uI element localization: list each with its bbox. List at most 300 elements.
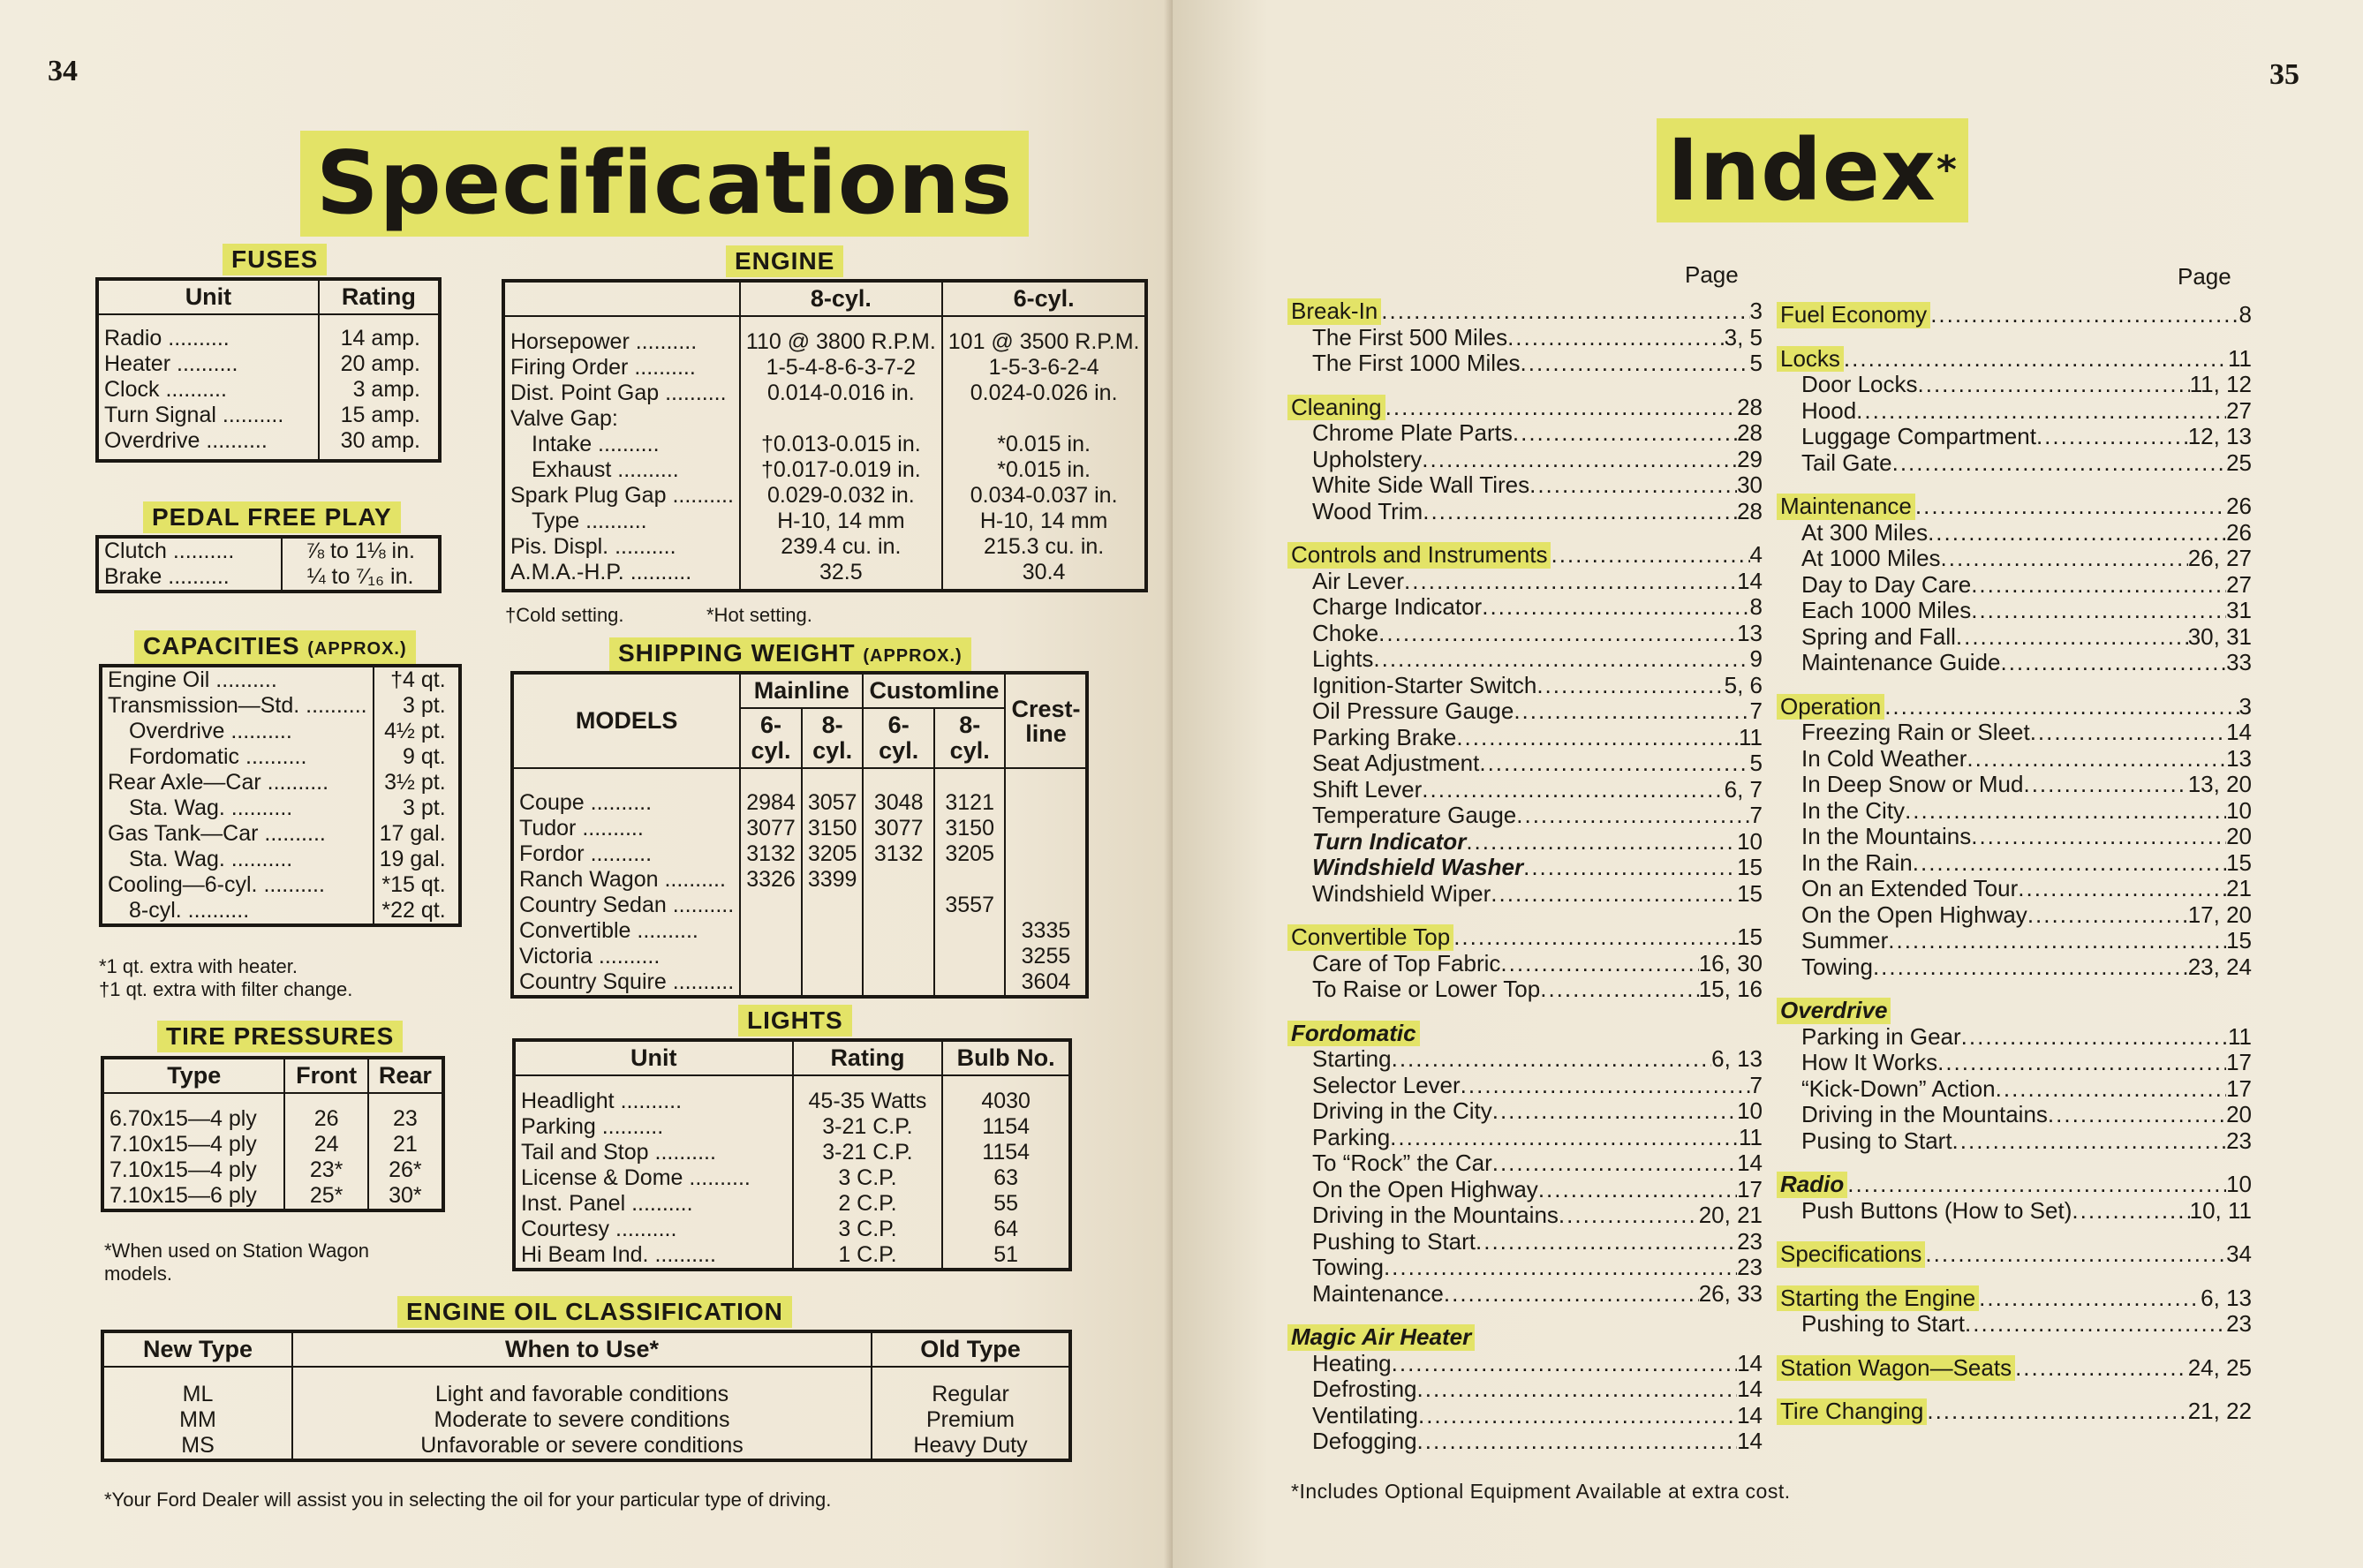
capacities-note-1: *1 qt. extra with heater. [99, 955, 298, 977]
index-page: 15, 16 [1698, 976, 1763, 1002]
weight-cell [934, 918, 1006, 944]
index-entry [1287, 673, 1763, 699]
leader-dots [1456, 725, 1739, 751]
shipping-heading: SHIPPING WEIGHT (APPROX.) [609, 637, 971, 672]
index-entry [1287, 594, 1763, 621]
value-8cyl: 32.5 [740, 560, 942, 585]
index-page: 29 [1737, 445, 1763, 472]
index-page: 5 [1749, 350, 1763, 376]
new-type: MS [102, 1433, 292, 1460]
leader-dots [1930, 302, 2238, 328]
leader-dots [1507, 325, 1725, 351]
index-entry [1287, 951, 1763, 977]
tires-col-rear: Rear [368, 1058, 443, 1093]
weight-cell [1005, 867, 1087, 893]
row-label [503, 560, 740, 585]
weight-cell: 3132 [740, 841, 802, 867]
table-row [97, 377, 440, 403]
index-page: 6, 13 [1711, 1045, 1763, 1072]
weight-cell: 3335 [1021, 918, 1071, 943]
bulb-cell: 1154 [982, 1114, 1031, 1139]
index-heading [1777, 1398, 2252, 1425]
lights-col-unit: Unit [514, 1040, 793, 1075]
index-entry [1287, 1429, 1763, 1455]
row-label-text: Radio [104, 326, 162, 351]
row-label-text: Dist. Point Gap [510, 381, 660, 405]
page-35 [1173, 0, 2363, 1568]
value-6cyl: *0.015 in. [997, 457, 1091, 482]
rating-cell: 3 C.P. [793, 1217, 943, 1242]
index-heading [1287, 924, 1763, 951]
lights-table [512, 1038, 1072, 1271]
index-entry [1287, 1177, 1763, 1203]
index-page: 13 [2226, 744, 2252, 772]
index-page: 23 [1737, 1254, 1763, 1280]
row-label-text: Transmission—Std. [108, 693, 300, 718]
value-8cyl: 110 @ 3800 R.P.M. [740, 329, 942, 355]
row-label-text: Heater [104, 351, 171, 376]
index-entry [1777, 572, 2252, 599]
row-label-text: Country Squire [519, 969, 667, 994]
index-label: Starting [1312, 1045, 1392, 1072]
index-label: Hood [1801, 396, 1857, 424]
value-cell: 9 qt. [403, 744, 446, 769]
row-label-text: License & Dome [521, 1165, 683, 1190]
table-row [503, 432, 1146, 457]
group-mainline: Mainline [740, 673, 863, 708]
index-label: “Kick-Down” Action [1801, 1074, 1996, 1102]
table-row [101, 719, 460, 744]
index-entry [1777, 598, 2252, 624]
table-row [101, 847, 460, 872]
weight-cell [863, 867, 934, 893]
table-row [503, 381, 1146, 406]
index-page: 15 [1737, 854, 1763, 880]
index-page: 6, 7 [1724, 775, 1763, 803]
weight-cell [863, 918, 934, 944]
index-entry [1777, 1024, 2252, 1051]
index-entry [1777, 1311, 2252, 1338]
index-column-1 [1287, 298, 1763, 1455]
leader-dots: .......... [224, 795, 293, 820]
index-heading [1777, 494, 2252, 520]
row-label-text: Overdrive [129, 719, 225, 743]
index-label: To Raise or Lower Top [1312, 976, 1541, 1002]
table-row [503, 457, 1146, 483]
leader-dots: .......... [658, 867, 726, 892]
index-label: Ventilating [1312, 1401, 1418, 1429]
leader-dots [1941, 546, 2188, 572]
leader-dots [1979, 1285, 2201, 1312]
index-page: 9 [1749, 645, 1763, 672]
leader-dots [1873, 954, 2188, 981]
oil-table [101, 1330, 1072, 1462]
leader-dots [1500, 951, 1698, 977]
index-label: At 1000 Miles [1801, 545, 1941, 571]
index-entry [1287, 1351, 1763, 1377]
leader-dots [1453, 924, 1737, 951]
index-label: How It Works [1801, 1049, 1938, 1075]
row-label-text: Victoria [519, 944, 593, 969]
page-col-label-1: Page [1685, 261, 1739, 288]
index-page: 28 [1737, 419, 1763, 446]
index-label: Parking Brake [1312, 723, 1457, 750]
rear-psi: 26* [389, 1157, 422, 1182]
weight-cell [802, 918, 864, 944]
table-row [512, 867, 1087, 893]
page-number: 34 [48, 55, 78, 87]
value-8cyl: H-10, 14 mm [740, 509, 942, 534]
leader-dots: .......... [609, 1217, 677, 1241]
index-page: 34 [2226, 1240, 2252, 1267]
table-row [101, 795, 460, 821]
index-label: Summer [1801, 927, 1889, 954]
index-page: 20 [2226, 1101, 2252, 1127]
leader-dots: .......... [625, 1191, 693, 1216]
leader-dots: .......... [614, 1089, 683, 1113]
rating-cell: 3 C.P. [793, 1165, 943, 1191]
table-row [503, 483, 1146, 509]
row-label-text: Inst. Panel [521, 1191, 626, 1216]
leader-dots [1918, 372, 2190, 398]
tires-heading: TIRE PRESSURES [157, 1021, 403, 1052]
table-row [503, 534, 1146, 560]
index-label: Break-In [1287, 298, 1381, 325]
row-label [101, 821, 374, 847]
index-heading [1777, 1285, 2252, 1312]
index-label: Towing [1801, 953, 1873, 980]
value-8cyl: †0.013-0.015 in. [740, 432, 942, 457]
value-cell: 4½ pt. [384, 719, 446, 743]
index-entry [1777, 1050, 2252, 1076]
row-label-text: Intake [532, 432, 593, 456]
index-label: Shift Lever [1312, 775, 1423, 803]
index-label: Locks [1777, 346, 1844, 373]
index-gap [1777, 328, 2252, 346]
leader-dots [1491, 881, 1737, 908]
leader-dots [1444, 1281, 1699, 1308]
leader-dots [1971, 572, 2226, 599]
leader-dots [1961, 1024, 2228, 1051]
leader-dots [2036, 424, 2188, 450]
table-row [97, 326, 440, 351]
index-label: Controls and Instruments [1287, 542, 1551, 569]
when-to-use: Light and favorable conditions [292, 1382, 872, 1407]
group-crestline: Crest-line [1005, 673, 1087, 768]
value-8cyl [740, 406, 942, 432]
index-label: In the Mountains [1801, 823, 1972, 849]
index-page: 14 [1737, 567, 1763, 594]
index-entry [1777, 954, 2252, 981]
index-entry [1287, 725, 1763, 751]
oil-note: *Your Ford Dealer will assist you in selecting the oil for your particular type of driving. [104, 1489, 832, 1511]
tire-type: 7.10x15—4 ply [102, 1157, 284, 1183]
index-gap [1777, 1268, 2252, 1285]
leader-dots: .......... [239, 744, 307, 769]
index-label: Pushing to Start [1312, 1227, 1476, 1255]
leader-dots [1913, 850, 2226, 877]
value-6cyl: 30.4 [1022, 560, 1066, 584]
index-entry [1777, 798, 2252, 825]
index-entry [1777, 1102, 2252, 1128]
tire-type: 7.10x15—4 ply [102, 1132, 284, 1157]
value-8cyl: 239.4 cu. in. [740, 534, 942, 560]
weight-cell [802, 969, 864, 997]
index-label: Each 1000 Miles [1801, 597, 1972, 623]
index-label: To “Rock” the Car [1312, 1150, 1492, 1176]
weight-cell [1005, 841, 1087, 867]
row-label [97, 377, 319, 403]
leader-dots [1423, 499, 1737, 525]
table-row [102, 1132, 443, 1157]
leader-dots: .......... [260, 770, 329, 795]
leader-dots: .......... [630, 918, 698, 943]
table-row [514, 1089, 1070, 1114]
leader-dots: .......... [595, 1114, 664, 1139]
leader-dots [2048, 1102, 2226, 1128]
index-page: 14 [1737, 1349, 1763, 1376]
leader-dots: .......... [584, 790, 653, 815]
rating-cell: 14 amp. [340, 326, 420, 351]
index-page: 17 [1737, 1175, 1763, 1202]
value-8cyl: †0.017-0.019 in. [740, 457, 942, 483]
leader-dots: .......... [181, 898, 250, 923]
leader-dots [2027, 902, 2188, 929]
leader-dots [1892, 450, 2226, 477]
group-customline: Customline [863, 673, 1005, 708]
index-label: Maintenance [1777, 494, 1915, 520]
leader-dots [1417, 1429, 1738, 1455]
weight-cell [863, 944, 934, 969]
when-to-use: Moderate to severe conditions [292, 1407, 872, 1433]
index-label: Oil Pressure Gauge [1312, 697, 1514, 724]
index-entry [1287, 750, 1763, 777]
index-heading [1777, 694, 2252, 720]
row-label [101, 770, 374, 795]
index-label: Parking in Gear [1801, 1022, 1961, 1050]
leader-dots: .......... [209, 667, 277, 692]
front-psi: 26 [284, 1106, 367, 1132]
index-entry [1777, 520, 2252, 547]
leader-dots [1378, 621, 1737, 647]
page-34 [0, 0, 1173, 1568]
engine-col-blank [503, 281, 740, 316]
index-gap [1287, 1003, 1763, 1021]
index-label: Overdrive [1777, 998, 1891, 1024]
table-row [102, 1157, 443, 1183]
index-page: 26, 33 [1698, 1279, 1763, 1307]
index-label: Specifications [1777, 1241, 1925, 1268]
rear-psi: 30* [389, 1183, 422, 1208]
row-label-text: Overdrive [104, 428, 200, 453]
index-entry [1777, 1128, 2252, 1155]
table-row [512, 790, 1087, 816]
leader-dots [1971, 598, 2226, 624]
row-label [514, 1191, 793, 1217]
row-label [503, 534, 740, 560]
leader-dots [1392, 1046, 1712, 1073]
index-gap [1777, 1381, 2252, 1398]
row-label [97, 564, 282, 592]
index-page: 20 [2226, 823, 2252, 849]
index-entry [1777, 546, 2252, 572]
leader-dots [1928, 520, 2226, 547]
index-page: 4 [1749, 541, 1763, 568]
table-row [101, 744, 460, 770]
row-label-text: Pis. Displ. [510, 534, 609, 559]
index-label: Windshield Wiper [1312, 879, 1491, 907]
value-6cyl: H-10, 14 mm [979, 509, 1108, 533]
row-label [512, 790, 740, 816]
table-row [101, 770, 460, 795]
leader-dots [2030, 720, 2226, 746]
index-label: On the Open Highway [1801, 901, 2027, 928]
index-page: 14 [1737, 1428, 1763, 1454]
engine-heading: ENGINE [726, 245, 843, 277]
old-type: Regular [932, 1382, 1009, 1406]
table-row [102, 1407, 1070, 1433]
leader-dots: .......... [683, 1165, 751, 1190]
leader-dots [1856, 398, 2226, 425]
leader-dots [2018, 876, 2226, 902]
leader-dots [1476, 1229, 1737, 1255]
weight-cell: 3326 [740, 867, 802, 893]
leader-dots: .......... [162, 564, 230, 589]
index-page: 6, 13 [2201, 1284, 2252, 1311]
row-label-text: Rear Axle—Car [108, 770, 261, 795]
row-label [514, 1140, 793, 1165]
tires-col-type: Type [102, 1058, 284, 1093]
index-page: 8 [1749, 593, 1763, 620]
row-label-text: Ranch Wagon [519, 867, 659, 892]
subcol-3: 8-cyl. [934, 708, 1006, 768]
index-page: 17 [2226, 1074, 2252, 1102]
index-page: 23, 24 [2187, 953, 2252, 980]
index-page: 11 [2228, 344, 2252, 372]
rear-psi: 21 [392, 1132, 418, 1157]
index-page: 25 [2226, 449, 2252, 476]
value-cell: 17 gal. [379, 821, 446, 846]
index-label: Lights [1312, 645, 1374, 672]
value-cell: 3 pt. [403, 795, 446, 820]
index-page: 28 [1737, 393, 1763, 420]
table-row [102, 1433, 1070, 1460]
row-label-text: Turn Signal [104, 403, 216, 427]
index-column-2 [1777, 302, 2252, 1425]
leader-dots: .......... [592, 944, 661, 969]
index-page: 10 [2226, 1171, 2252, 1197]
value-6cyl: *0.015 in. [997, 432, 1091, 456]
leader-dots: .......... [576, 816, 644, 841]
leader-dots [1422, 447, 1737, 473]
fuses-col-rating: Rating [319, 279, 440, 314]
index-page: 31 [2226, 597, 2252, 623]
weight-cell: 3205 [934, 841, 1006, 867]
leader-dots [1925, 1241, 2226, 1268]
leader-dots [1422, 777, 1724, 803]
weight-cell [863, 969, 934, 997]
capacities-table [99, 664, 462, 927]
leader-dots [1373, 646, 1749, 673]
leader-dots: .......... [592, 432, 660, 456]
row-label [514, 1114, 793, 1140]
index-label: Pusing to Start [1801, 1127, 1952, 1154]
index-page: 21 [2226, 875, 2252, 901]
leader-dots: .......... [628, 355, 696, 380]
index-label: Radio [1777, 1172, 1847, 1198]
tires-table [101, 1056, 445, 1212]
index-label: Cleaning [1287, 395, 1385, 421]
leader-dots [1492, 1150, 1737, 1177]
index-label: In the Rain [1801, 848, 1913, 876]
value-cell: 3½ pt. [384, 770, 446, 795]
index-page: 17 [2226, 1049, 2252, 1075]
row-label-text: Spark Plug Gap [510, 483, 667, 508]
value-cell: †4 qt. [390, 667, 446, 692]
index-heading [1777, 1172, 2252, 1198]
table-row [512, 969, 1087, 997]
row-label [503, 457, 740, 483]
row-label [97, 326, 319, 351]
value-cell: ⅞ to 1⅛ in. [306, 539, 415, 563]
table-row [512, 944, 1087, 969]
weight-cell: 3121 [934, 790, 1006, 816]
weight-cell [934, 944, 1006, 969]
index-entry [1287, 351, 1763, 377]
table-row [514, 1191, 1070, 1217]
index-page: 17, 20 [2187, 901, 2252, 928]
bulb-cell: 1154 [982, 1140, 1031, 1165]
row-label [101, 693, 374, 719]
engine-note-1: †Cold setting. [505, 604, 624, 626]
lights-col-bulb: Bulb No. [942, 1040, 1070, 1075]
row-label [512, 893, 740, 918]
leader-dots: .......... [257, 872, 325, 897]
index-heading [1777, 998, 2252, 1024]
index-title: Index* [1657, 118, 1968, 222]
leader-dots [2023, 772, 2187, 798]
row-label [512, 918, 740, 944]
table-row [512, 841, 1087, 867]
leader-dots: .......... [166, 539, 235, 563]
weight-cell: 3077 [863, 816, 934, 841]
index-entry [1777, 424, 2252, 450]
index-gap [1777, 476, 2252, 494]
index-heading [1287, 395, 1763, 421]
row-label-text: Cooling—6-cyl. [108, 872, 258, 897]
index-label: Push Buttons (How to Set) [1801, 1196, 2072, 1224]
index-heading [1777, 346, 2252, 373]
index-page: 12, 13 [2187, 423, 2252, 449]
bulb-cell: 63 [993, 1165, 1019, 1190]
row-label [512, 841, 740, 867]
value-6cyl: 0.024-0.026 in. [970, 381, 1118, 405]
index-page: 21, 22 [2187, 1398, 2252, 1424]
leader-dots [1392, 1351, 1737, 1377]
index-page: 3, 5 [1724, 323, 1763, 351]
index-entry [1777, 1198, 2252, 1225]
index-page: 27 [2226, 570, 2252, 598]
index-page: 14 [1737, 1150, 1763, 1176]
index-label: Starting the Engine [1777, 1285, 1979, 1312]
weight-cell [740, 944, 802, 969]
index-label: Upholstery [1312, 445, 1423, 472]
leader-dots: .......... [648, 1242, 716, 1267]
index-label: On an Extended Tour [1801, 875, 2019, 901]
index-label: Door Locks [1801, 371, 1918, 397]
row-label-text: Clock [104, 377, 160, 402]
leader-dots [1888, 928, 2226, 954]
